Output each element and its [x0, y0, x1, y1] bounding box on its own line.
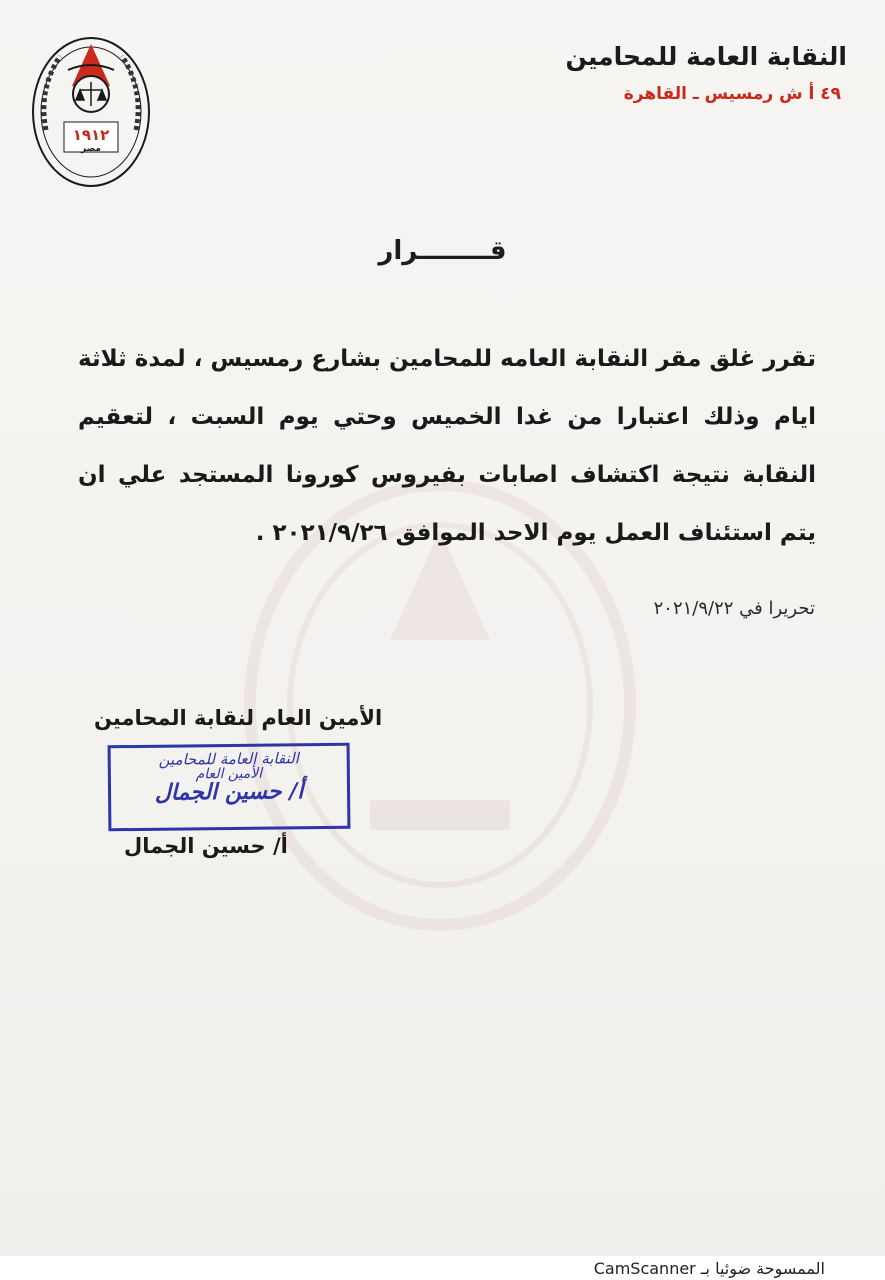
official-stamp — [108, 743, 351, 832]
signatory-title: الأمين العام لنقابة المحامين — [94, 706, 383, 730]
organization-name: النقابة العامة للمحامين — [565, 42, 847, 71]
stamp-line-org: النقابة العامة للمحامين — [158, 749, 299, 769]
stamp-line-role: الأمين العام — [195, 765, 263, 783]
organization-address: ٤٩ أ ش رمسيس ـ القاهرة — [623, 84, 841, 104]
decision-title: قــــــــرار — [378, 236, 507, 266]
issue-date: تحريرا في ٢٠٢١/٩/٢٢ — [653, 598, 815, 619]
logo-country: مصر — [80, 144, 102, 154]
stamp-line-name: أ/ حسين الجمال — [154, 778, 304, 806]
signatory-name: أ/ حسين الجمال — [124, 834, 288, 858]
camscanner-label: الممسوحة ضوئيا بـ CamScanner — [593, 1259, 825, 1278]
logo-year: ١٩١٢ — [72, 126, 110, 144]
syndicate-logo — [28, 30, 154, 190]
decision-body: تقرر غلق مقر النقابة العامه للمحامين بشارع رمسيس ، لمدة ثلاثة ايام وذلك اعتبارا من غدا الخميس وحتي يوم السبت ، لتعقيم النقابة نتيجة اكتشاف اصابات بفيروس كورونا المستجد علي ان يتم استئناف العمل يوم الاحد الموافق ٢٠٢١/٩/٢٦ . — [78, 346, 816, 546]
